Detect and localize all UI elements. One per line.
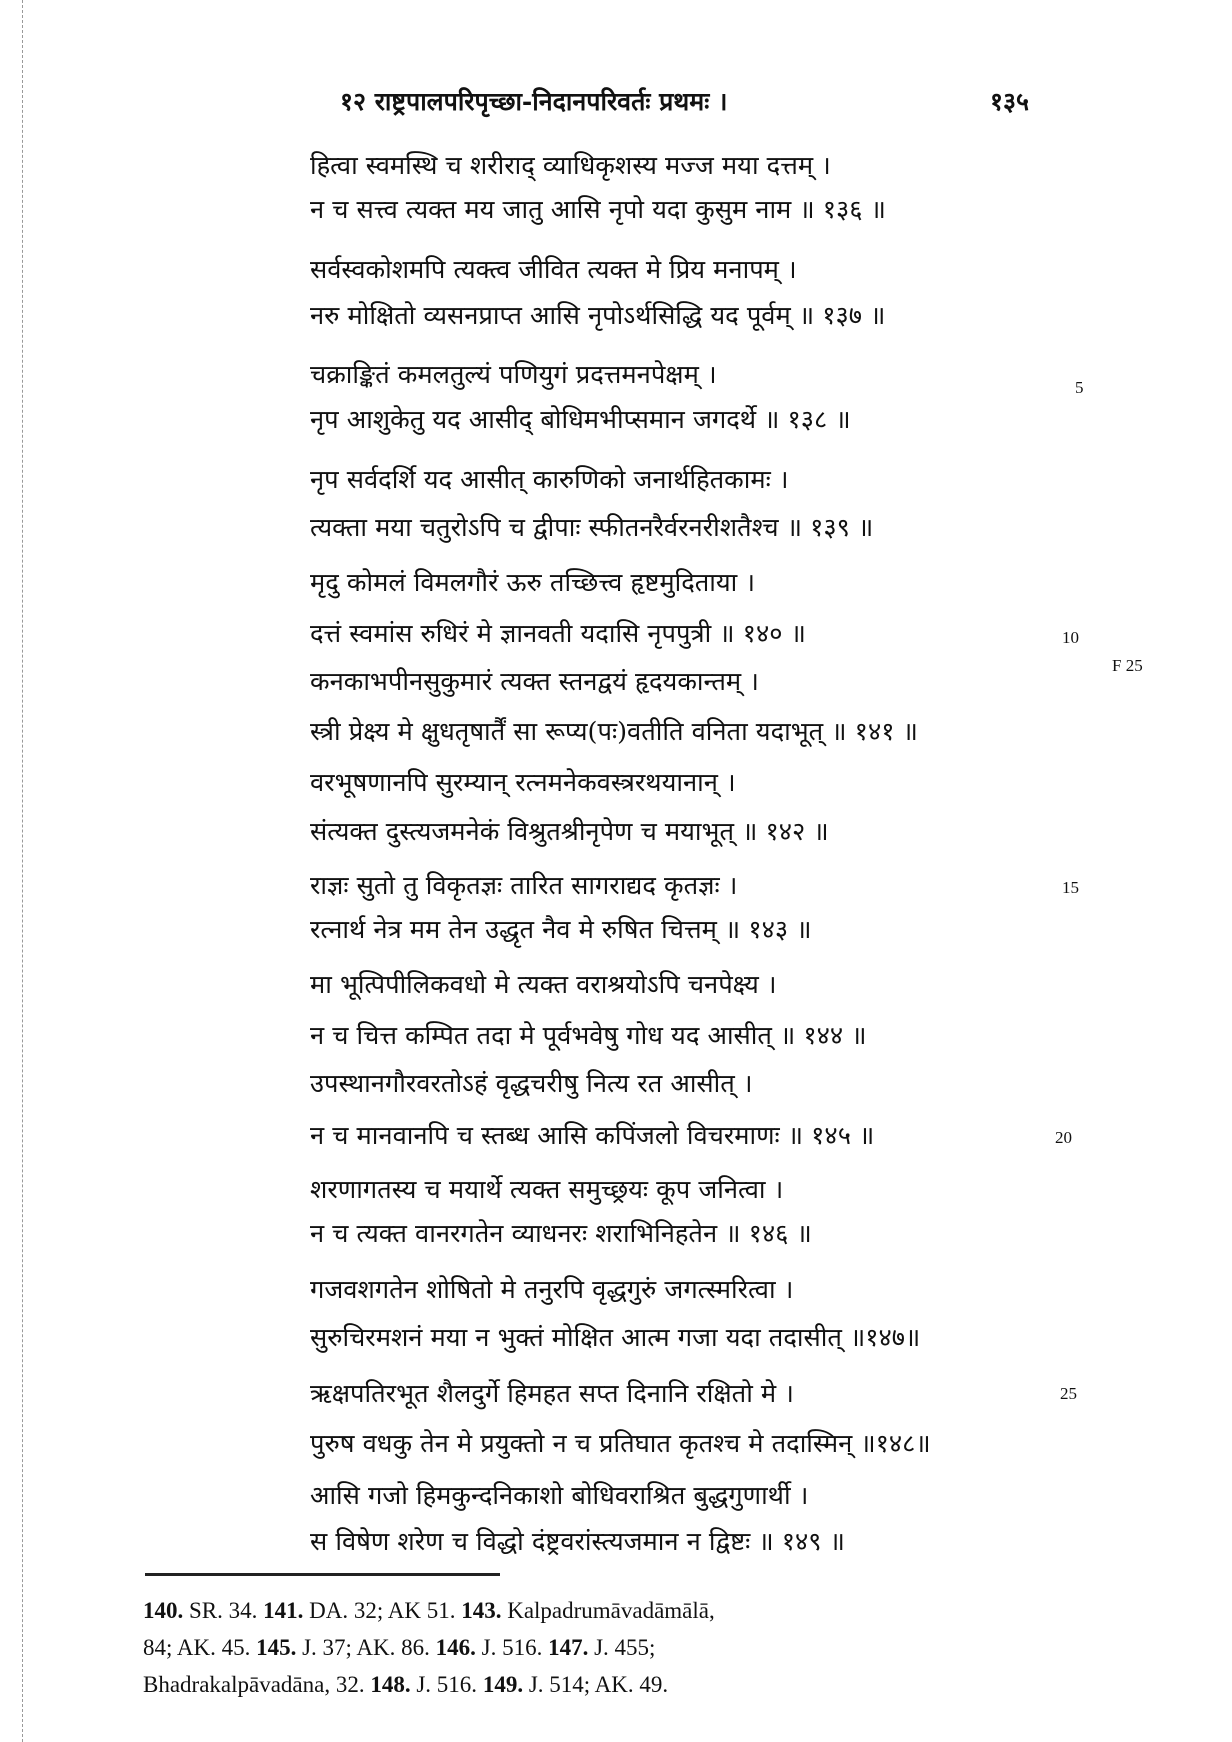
verse-line: सुरुचिरमशनं मया न भुक्तं मोक्षित आत्म गजा यदा तदासीत् ॥१४७॥	[310, 1323, 921, 1353]
verse-line: स विषेण शरेण च विद्धो दंष्ट्रवरांस्त्यजमान न द्विष्टः ॥ १४९ ॥	[310, 1527, 845, 1557]
folio-marker: F 25	[1112, 656, 1143, 675]
footnote-number: 141.	[263, 1598, 304, 1623]
footnote-line	[143, 1592, 715, 1629]
verse-line: गजवशगतेन शोषितो मे तनुरपि वृद्धगुरुं जगत्स्मरित्वा ।	[310, 1275, 794, 1305]
verse-line: त्यक्ता मया चतुरोऽपि च द्वीपाः स्फीतनरैर्वरनरीशतैश्च ॥ १३९ ॥	[310, 513, 874, 543]
verse-line: वरभूषणानपि सुरम्यान् रत्नमनेकवस्त्ररथयानान् ।	[310, 768, 736, 798]
verse-line: रत्नार्थ नेत्र मम तेन उद्धृत नैव मे रुषित चित्तम् ॥ १४३ ॥	[310, 915, 812, 945]
verse-line: न च सत्त्व त्यक्त मय जातु आसि नृपो यदा कुसुम नाम ॥ १३६ ॥	[310, 195, 886, 225]
footnote-text: Bhadrakalpāvadāna, 32.	[143, 1672, 371, 1697]
footnote-number: 143.	[461, 1598, 502, 1623]
verse-line: नृप सर्वदर्शि यद आसीत् कारुणिको जनार्थहितकामः ।	[310, 465, 789, 495]
verse-line: नृप आशुकेतु यद आसीद् बोधिमभीप्समान जगदर्थे ॥ १३८ ॥	[310, 405, 851, 435]
footnote-number: 140.	[143, 1598, 184, 1623]
page-number: १३५	[990, 87, 1030, 116]
verse-line: मा भूत्पिपीलिकवधो मे त्यक्त वराश्रयोऽपि चनपेक्ष्य ।	[310, 970, 777, 1000]
verse-line: हित्वा स्वमस्थि च शरीराद् व्याधिकृशस्य मज्ज मया दत्तम् ।	[310, 151, 831, 181]
verse-line: संत्यक्त दुस्त्यजमनेकं विश्रुतश्रीनृपेण च मयाभूत् ॥ १४२ ॥	[310, 817, 829, 847]
verse-line: न च चित्त कम्पित तदा मे पूर्वभवेषु गोध यद आसीत् ॥ १४४ ॥	[310, 1021, 867, 1051]
verse-line: सर्वस्वकोशमपि त्यक्त्व जीवित त्यक्त मे प्रिय मनापम् ।	[310, 255, 797, 285]
verse-line: ऋक्षपतिरभूत शैलदुर्गे हिमहत सप्त दिनानि रक्षितो मे ।	[310, 1379, 794, 1409]
footnote-text: J. 37; AK. 86.	[296, 1635, 436, 1660]
page-edge-line	[22, 0, 24, 1742]
line-number: 25	[1060, 1384, 1077, 1403]
footnote-text: J. 514; AK. 49.	[523, 1672, 669, 1697]
line-number: 10	[1062, 628, 1079, 647]
footnote-line	[143, 1629, 715, 1666]
verse-line: न च मानवानपि च स्तब्ध आसि कपिंजलो विचरमाणः ॥ १४५ ॥	[310, 1121, 875, 1151]
verse-line: चक्राङ्कितं कमलतुल्यं पणियुगं प्रदत्तमनपेक्षम् ।	[310, 360, 717, 390]
verse-line: उपस्थानगौरवरतोऽहं वृद्धचरीषु नित्य रत आसीत् ।	[310, 1069, 753, 1099]
verse-line: कनकाभपीनसुकुमारं त्यक्त स्तनद्वयं हृदयकान्तम् ।	[310, 667, 759, 697]
verse-line: शरणागतस्य च मयार्थे त्यक्त समुच्छ्रयः कूप जनित्वा ।	[310, 1175, 784, 1205]
footnote-text: DA. 32; AK 51.	[303, 1598, 462, 1623]
footnote-text: SR. 34.	[183, 1598, 264, 1623]
footnote-number: 148.	[370, 1672, 411, 1697]
verse-line: स्त्री प्रेक्ष्य मे क्षुधतृषार्तैं सा रूप्य(पः)वतीति वनिता यदाभूत् ॥ १४१ ॥	[310, 717, 918, 747]
verse-line: न च त्यक्त वानरगतेन व्याधनरः शराभिनिहतेन ॥ १४६ ॥	[310, 1219, 812, 1249]
line-number: 15	[1062, 878, 1079, 897]
running-header	[0, 84, 1232, 124]
footnote-rule	[145, 1573, 500, 1576]
verse-line: मृदु कोमलं विमलगौरं ऊरु तच्छित्त्व हृष्टमुदिताया ।	[310, 568, 756, 598]
footnote-text: Kalpadrumāvadāmālā,	[501, 1598, 715, 1623]
footnote-number: 147.	[548, 1635, 589, 1660]
verse-line: पुरुष वधकु तेन मे प्रयुक्तो न च प्रतिघात कृतश्च मे तदास्मिन् ॥१४८॥	[310, 1429, 931, 1459]
footnote-text: J. 516.	[410, 1672, 483, 1697]
header-title: १२ राष्ट्रपालपरिपृच्छा-निदानपरिवर्तः प्रथमः ।	[340, 87, 728, 116]
footnote-line	[143, 1666, 715, 1703]
footnote-text: J. 516.	[475, 1635, 549, 1660]
line-number: 20	[1055, 1128, 1072, 1147]
verse-line: दत्तं स्वमांस रुधिरं मे ज्ञानवती यदासि नृपपुत्री ॥ १४० ॥	[310, 619, 806, 649]
footnote-number: 145.	[256, 1635, 297, 1660]
verse-line: राज्ञः सुतो तु विकृतज्ञः तारित सागराद्यद कृतज्ञः ।	[310, 871, 738, 901]
footnote-text: 84; AK. 45.	[143, 1635, 257, 1660]
line-number: 5	[1075, 378, 1084, 397]
footnotes	[143, 1592, 715, 1703]
footnote-number: 146.	[435, 1635, 476, 1660]
footnote-text: J. 455;	[588, 1635, 656, 1660]
footnote-number: 149.	[482, 1672, 524, 1697]
verse-line: नरु मोक्षितो व्यसनप्राप्त आसि नृपोऽर्थसिद्धि यद पूर्वम् ॥ १३७ ॥	[310, 301, 886, 331]
verse-line: आसि गजो हिमकुन्दनिकाशो बोधिवराश्रित बुद्धगुणार्थी ।	[310, 1481, 809, 1511]
